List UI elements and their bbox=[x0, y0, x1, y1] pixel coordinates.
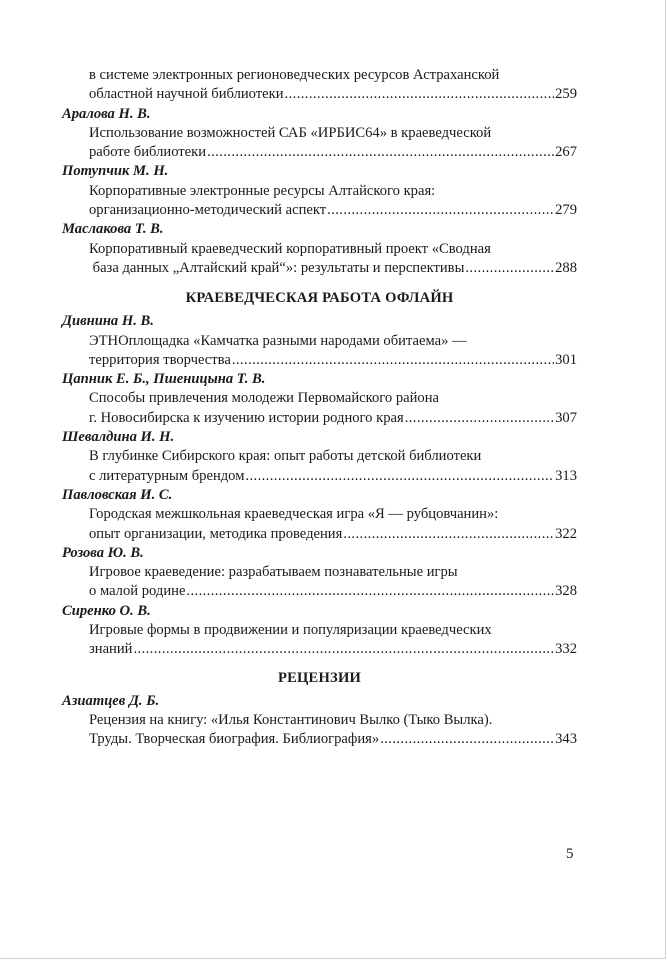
entry-title-line: о малой родине bbox=[89, 583, 186, 600]
toc-entry-last-line[interactable] bbox=[62, 525, 577, 544]
entry-title-line: опыт организации, методика проведения bbox=[89, 525, 343, 542]
entry-title-line: ЭТНОплощадка «Камчатка разными народами обитаема» — bbox=[89, 332, 467, 349]
entry-author: Шевалдина И. Н. bbox=[62, 429, 175, 446]
toc-entry-last-line[interactable] bbox=[62, 582, 577, 601]
toc-entry-last-line[interactable] bbox=[62, 730, 577, 749]
section-heading: КРАЕВЕДЧЕСКАЯ РАБОТА ОФЛАЙН bbox=[185, 290, 454, 307]
entry-title-line: В глубинке Сибирского края: опыт работы детской библиотеки bbox=[89, 448, 482, 465]
entry-title-line: Городская межшкольная краеведческая игра «Я — рубцовчанин»: bbox=[89, 506, 499, 523]
dot-leader bbox=[133, 640, 554, 659]
entry-title-line: Корпоративные электронные ресурсы Алтайского края: bbox=[89, 182, 436, 199]
toc-entry-last-line[interactable] bbox=[62, 409, 577, 428]
dot-leader bbox=[405, 409, 554, 428]
entry-title-line: в системе электронных регионоведческих ресурсов Астраханской bbox=[89, 67, 500, 83]
entry-title-line: Игровое краеведение: разрабатываем познавательные игры bbox=[89, 564, 458, 581]
entry-title-line: организационно-методический аспект bbox=[89, 202, 327, 219]
page-number: 5 bbox=[566, 846, 574, 862]
entry-title-line: Корпоративный краеведческий корпоративный проект «Сводная bbox=[89, 240, 491, 257]
entry-title-line: Рецензия на книгу: «Илья Константинович Вылко (Тыко Вылка). bbox=[89, 711, 493, 728]
entry-page-number: 301 bbox=[555, 351, 577, 368]
entry-title-line: Использование возможностей САБ «ИРБИС64» в краеведческой bbox=[89, 124, 492, 141]
entry-author: Розова Ю. В. bbox=[62, 544, 144, 561]
dot-leader bbox=[465, 259, 554, 278]
dot-leader bbox=[232, 351, 554, 370]
entry-author: Сиренко О. В. bbox=[62, 602, 151, 619]
entry-title-line: Способы привлечения молодежи Первомайского района bbox=[89, 390, 440, 407]
entry-page-number: 332 bbox=[555, 641, 577, 658]
entry-page-number: 313 bbox=[555, 467, 577, 484]
dot-leader bbox=[343, 525, 554, 544]
entry-title-line: Игровые формы в продвижении и популяризации краеведческих bbox=[89, 622, 492, 639]
dot-leader bbox=[207, 143, 554, 162]
entry-author: Маслакова Т. В. bbox=[62, 221, 164, 238]
toc-entry-last-line[interactable] bbox=[62, 201, 577, 220]
entry-author: Цапник Е. Б., Пшеницына Т. В. bbox=[62, 371, 266, 388]
entry-page-number: 288 bbox=[555, 259, 577, 276]
toc-entry-last-line[interactable] bbox=[62, 640, 577, 659]
section-heading: РЕЦЕНЗИИ bbox=[277, 669, 362, 686]
dot-leader bbox=[245, 467, 554, 486]
entry-title-line: Труды. Творческая биография. Библиография» bbox=[89, 731, 380, 748]
toc-entry-last-line[interactable] bbox=[62, 467, 577, 486]
entry-title-line: с литературным брендом bbox=[89, 467, 245, 484]
entry-title-line: г. Новосибирска к изучению истории родного края bbox=[89, 409, 404, 426]
entry-author: Павловская И. С. bbox=[62, 486, 173, 503]
entry-title-line: работе библиотеки bbox=[89, 144, 207, 161]
toc-entry-last-line[interactable] bbox=[62, 85, 577, 104]
dot-leader bbox=[186, 582, 554, 601]
entry-page-number: 322 bbox=[555, 525, 577, 542]
entry-author: Аралова Н. В. bbox=[62, 105, 151, 122]
entry-page-number: 279 bbox=[555, 202, 577, 219]
entry-page-number: 267 bbox=[555, 144, 577, 161]
dot-leader bbox=[380, 730, 554, 749]
entry-author: Азиатцев Д. Б. bbox=[62, 692, 160, 709]
dot-leader bbox=[327, 201, 554, 220]
toc-entry-last-line[interactable] bbox=[62, 143, 577, 162]
entry-page-number: 343 bbox=[555, 731, 577, 748]
entry-page-number: 307 bbox=[555, 409, 577, 426]
entry-title-line: областной научной библиотеки bbox=[89, 86, 284, 103]
toc-entry-last-line[interactable] bbox=[62, 259, 577, 278]
entry-title-line: база данных „Алтайский край“»: результаты и перспективы bbox=[89, 259, 465, 276]
entry-page-number: 259 bbox=[555, 86, 577, 103]
dot-leader bbox=[285, 85, 555, 104]
table-of-contents bbox=[62, 66, 577, 750]
entry-title-line: знаний bbox=[89, 641, 133, 658]
entry-title-line: территория творчества bbox=[89, 351, 231, 368]
toc-entry-last-line[interactable] bbox=[62, 351, 577, 370]
entry-author: Дивнина Н. В. bbox=[62, 313, 154, 330]
entry-author: Потупчик М. Н. bbox=[62, 163, 169, 180]
entry-page-number: 328 bbox=[555, 583, 577, 600]
